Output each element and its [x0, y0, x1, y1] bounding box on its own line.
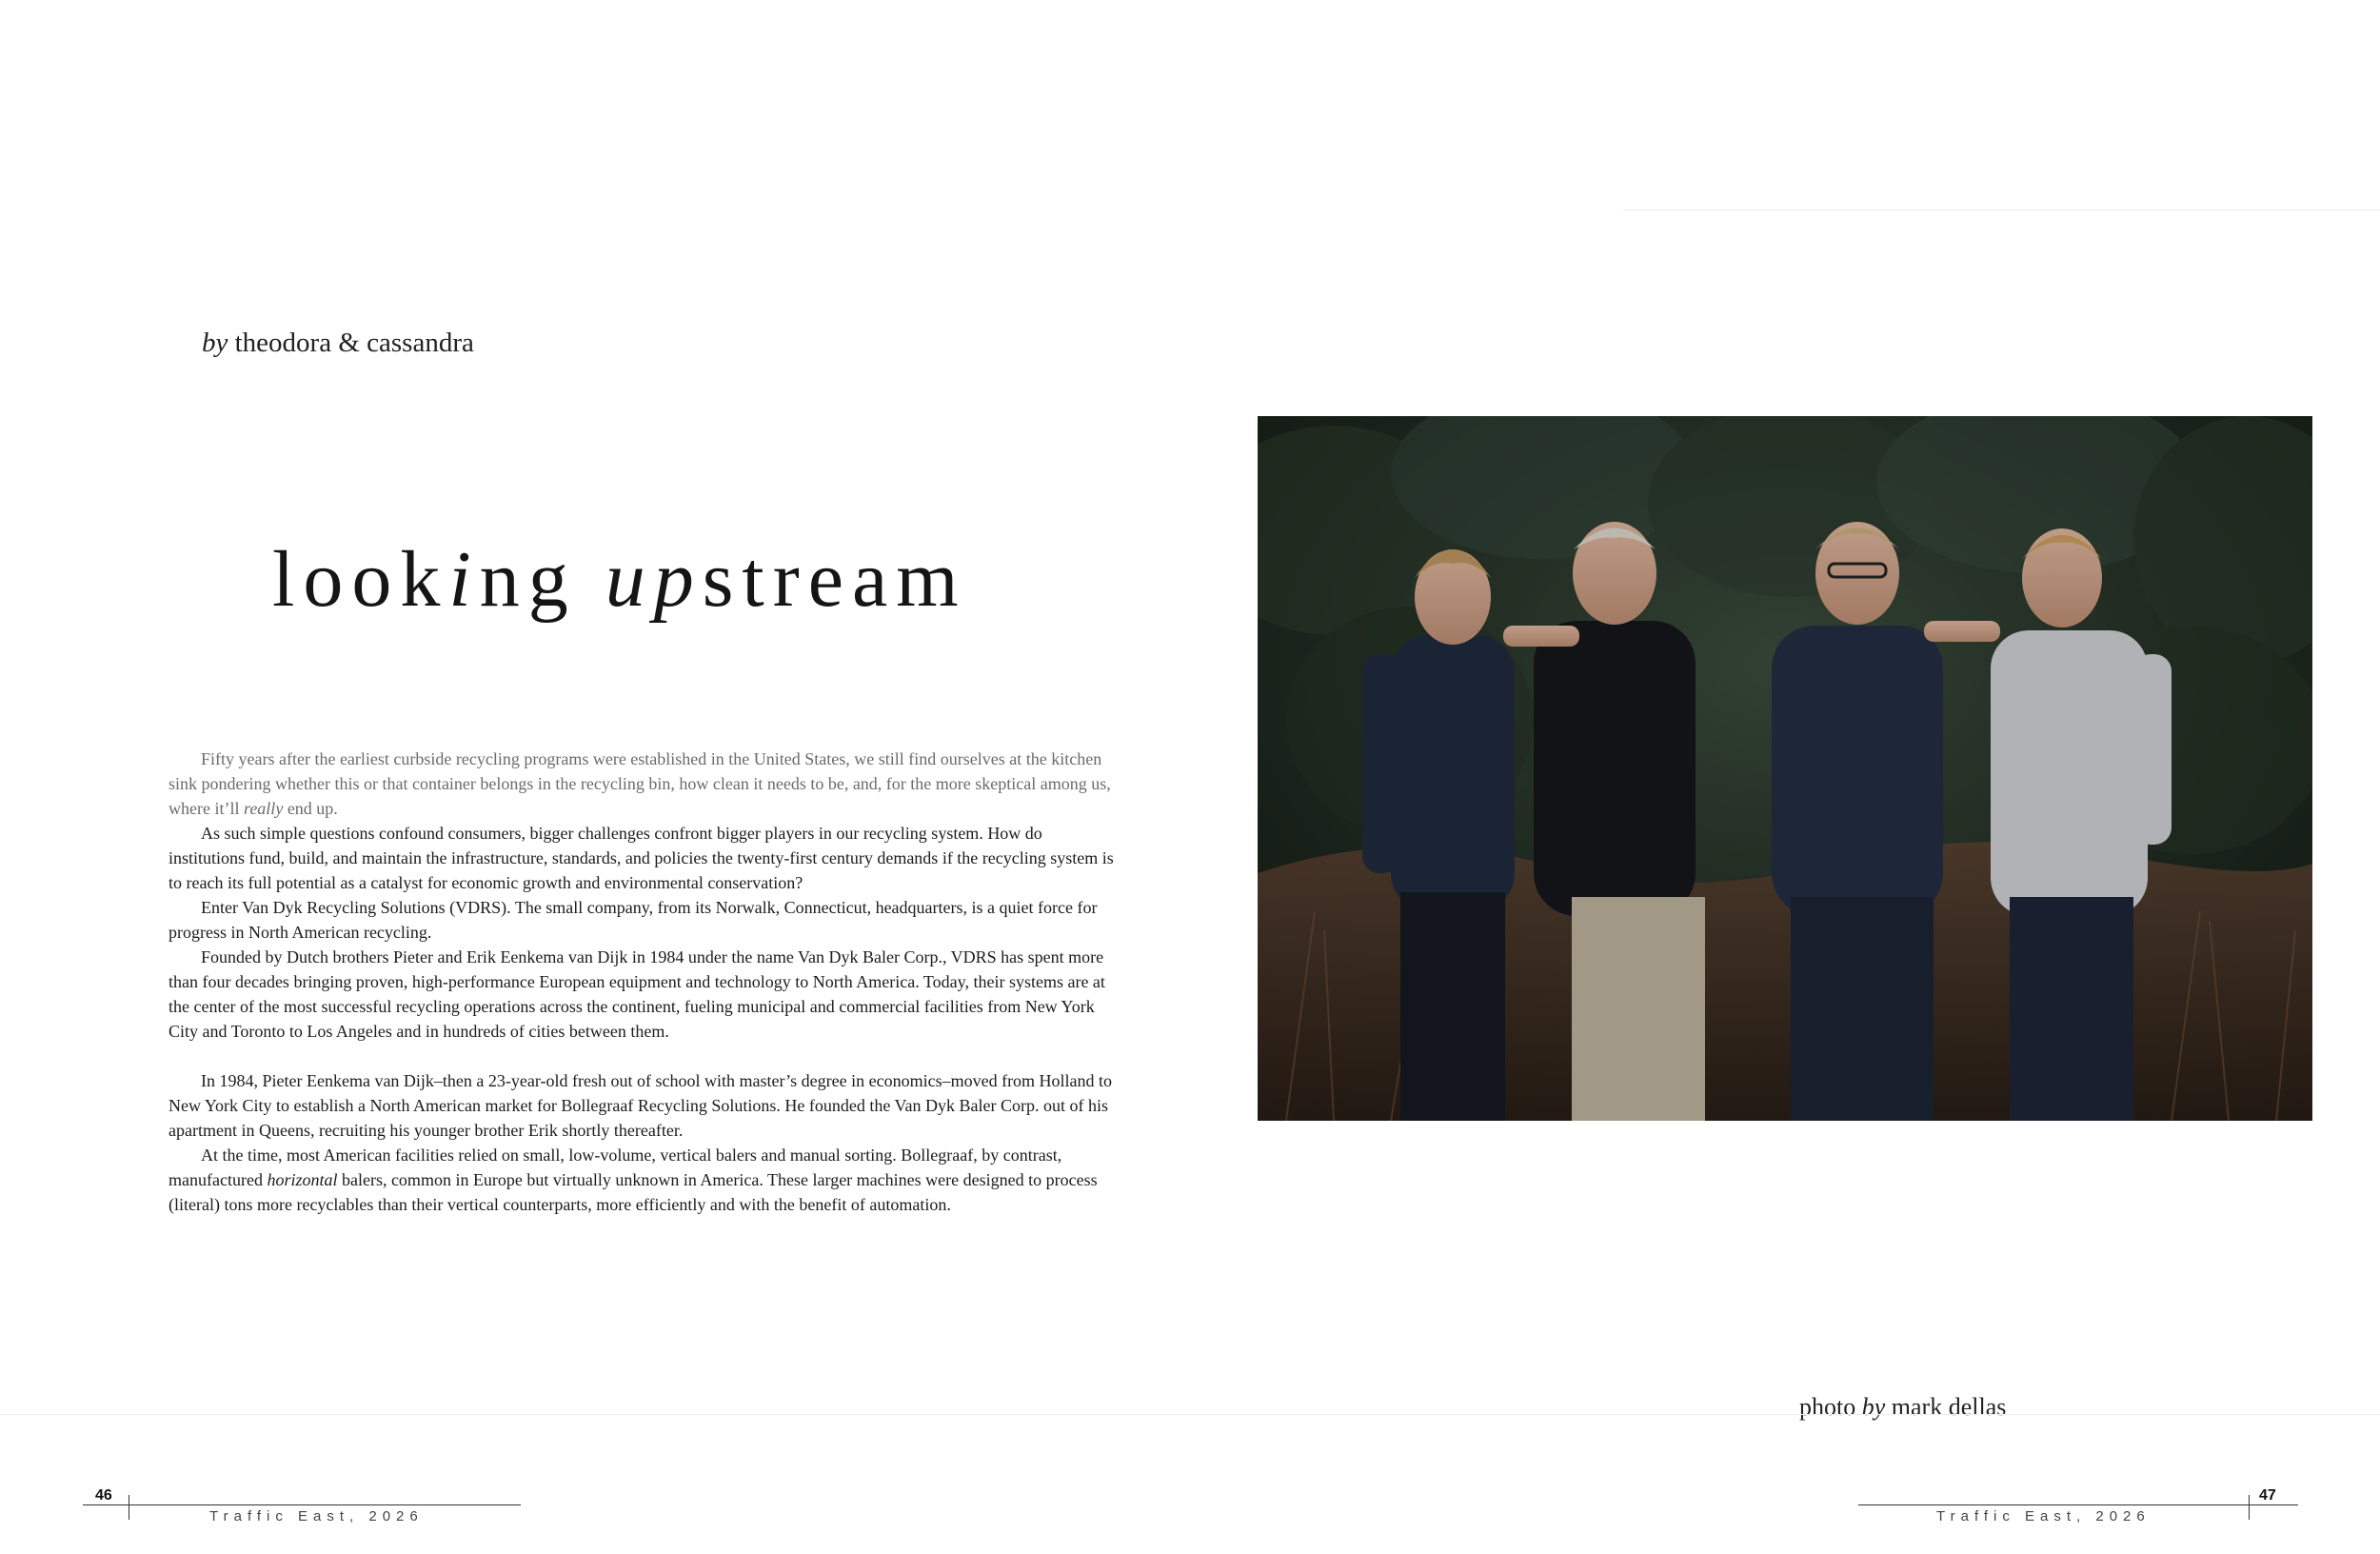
- right-footer-rule: [1858, 1504, 2298, 1505]
- paragraph-1-text-after: end up.: [283, 799, 338, 818]
- left-page-number: 46: [95, 1487, 112, 1504]
- left-running-footer: Traffic East, 2026: [209, 1508, 424, 1524]
- right-footer-tick: [2249, 1495, 2250, 1520]
- credit-name: mark dellas: [1891, 1393, 2007, 1421]
- paragraph-1-emphasis: really: [243, 799, 284, 818]
- photo-credit: [1799, 1393, 2006, 1422]
- article-title: [272, 533, 967, 626]
- article-paragraph-6: [169, 1143, 1121, 1217]
- title-part-4: up: [605, 535, 703, 624]
- title-part-3: ng: [479, 535, 605, 624]
- article-paragraph-2: As such simple questions confound consumers, bigger challenges confront bigger players in our recycling system. How do institutions fund, build, and maintain the infrastructure, standards, and policies the twenty-first century demands if the recycling system is to reach its full potential as a catalyst for economic growth and environmental conservation?: [169, 824, 1114, 892]
- right-page-number: 47: [2259, 1487, 2276, 1504]
- paragraph-6-text-before: At the time, most American facilities relied on small, low-volume, vertical balers and manual sorting. Bollegraaf, by contrast, manufactured: [169, 1146, 1062, 1189]
- title-part-2: i: [448, 535, 480, 624]
- byline: [202, 328, 474, 359]
- byline-prefix: by: [202, 328, 228, 358]
- credit-prefix: photo: [1799, 1393, 1856, 1421]
- top-divider: [1623, 209, 2380, 210]
- paragraph-6-emphasis: horizontal: [267, 1170, 338, 1189]
- article-body: [169, 747, 1121, 1217]
- bottom-divider: [0, 1414, 2380, 1415]
- article-paragraph-3: Enter Van Dyk Recycling Solutions (VDRS). The small company, from its Norwalk, Connecticut, headquarters, is a quiet force for progress in North American recycling.: [169, 898, 1098, 942]
- right-running-footer: Traffic East, 2026: [1936, 1508, 2151, 1524]
- title-part-1: look: [272, 535, 449, 624]
- group-portrait-illustration: [1258, 416, 2312, 1121]
- article-paragraph-5: In 1984, Pieter Eenkema van Dijk–then a 23-year-old fresh out of school with master’s degree in economics–moved from Holland to New York City to establish a North American market for Bollegraaf Recycling Solutions. He founded the Van Dyk Baler Corp. out of his apartment in Queens, recruiting his younger brother Erik shortly thereafter.: [169, 1071, 1113, 1140]
- paragraph-1-text-before: Fifty years after the earliest curbside recycling programs were established in the United States, we still find ourselves at the kitchen sink pondering whether this or that container belongs in the recycling bin, how clean it needs to be, and, for the more skeptical among us, where it’ll: [169, 749, 1111, 818]
- byline-authors: theodora & cassandra: [234, 328, 474, 358]
- feature-photo: [1258, 416, 2312, 1121]
- paragraph-6-text-after: balers, common in Europe but virtually unknown in America. These larger machines were designed to process (literal) tons more recyclables than their vertical counterparts, more efficiently and with the benefit of automation.: [169, 1170, 1098, 1214]
- title-part-5: stream: [702, 535, 967, 624]
- left-footer-rule: [83, 1504, 521, 1505]
- article-paragraph-1: [169, 747, 1121, 821]
- article-paragraph-4: Founded by Dutch brothers Pieter and Erik Eenkema van Dijk in 1984 under the name Van Dyk Baler Corp., VDRS has spent more than four decades bringing proven, high-performance European equipment and technology to North America. Today, their systems are at the center of the most successful recycling operations across the continent, fueling municipal and commercial facilities from New York City and Toronto to Los Angeles and in hundreds of cities between them.: [169, 947, 1105, 1041]
- credit-by: by: [1861, 1393, 1886, 1421]
